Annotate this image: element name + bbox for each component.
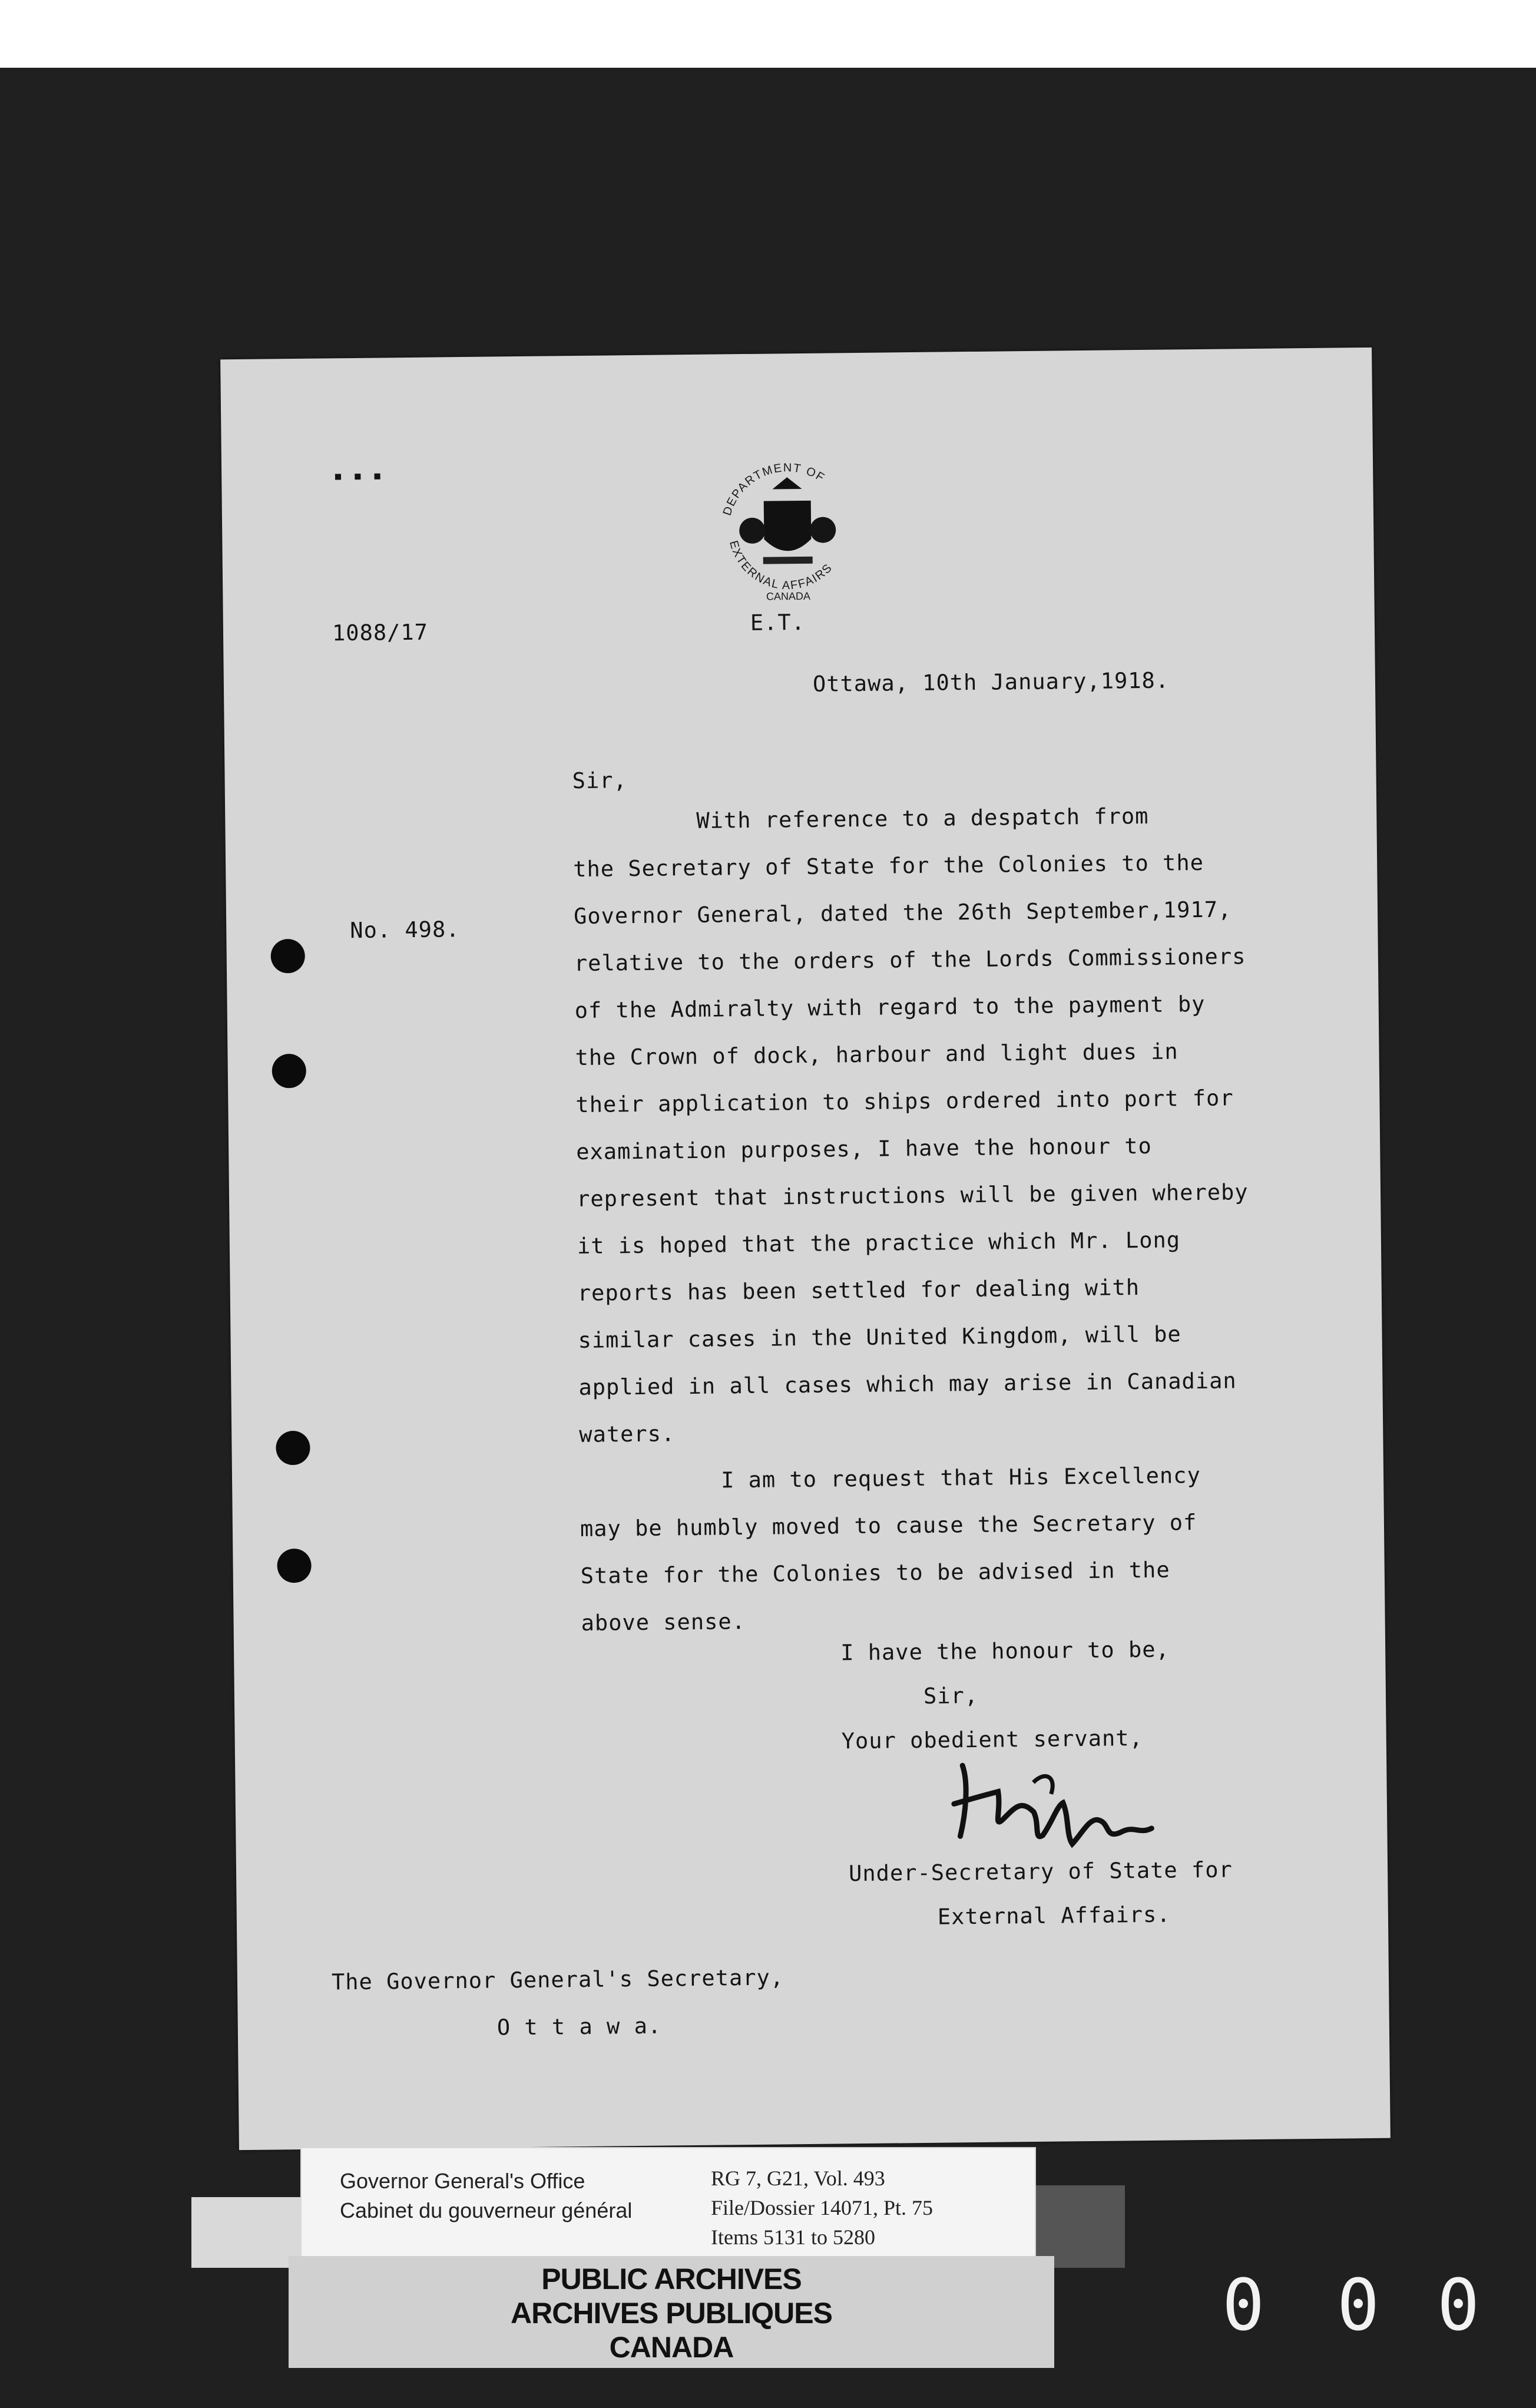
department-crest <box>704 441 871 620</box>
signatory-title: Under-Secretary of State for <box>848 1857 1233 1887</box>
punch-hole <box>270 939 305 974</box>
label-shadow <box>1031 2185 1125 2268</box>
closing-servant: Your obedient servant, <box>841 1725 1144 1754</box>
body-line: represent that instructions will be given whereby <box>576 1179 1249 1212</box>
body-line: With reference to a despatch from <box>696 803 1149 833</box>
body-line: it is hoped that the practice which Mr. Long <box>577 1227 1181 1259</box>
body-line: above sense. <box>581 1609 746 1636</box>
crest-top-text: DEPARTMENT OF <box>720 461 827 517</box>
salutation: Sir, <box>572 768 627 794</box>
stamp-line-english: PUBLIC ARCHIVES <box>541 2263 802 2295</box>
addressee-city: O t t a w a. <box>496 2013 662 2040</box>
frame-counter-digit: 0 <box>1337 2265 1380 2347</box>
file-reference: 1088/17 <box>332 619 429 646</box>
signatory-department: External Affairs. <box>937 1901 1171 1930</box>
crest-country: CANADA <box>766 590 811 603</box>
stamp-line-country: CANADA <box>609 2331 734 2364</box>
letter-page <box>220 348 1391 2150</box>
body-line: the Crown of dock, harbour and light dues in <box>575 1038 1179 1071</box>
body-line: their application to ships ordered into port for <box>575 1085 1234 1118</box>
body-line: the Secretary of State for the Colonies to the <box>573 849 1204 882</box>
scan-top-margin <box>0 0 1536 68</box>
office-french: Cabinet du gouverneur général <box>340 2198 633 2222</box>
writer-initials: E.T. <box>750 609 806 636</box>
body-line: relative to the orders of the Lords Commissioners <box>574 944 1246 977</box>
letter-date: Ottawa, 10th January,1918. <box>812 667 1170 697</box>
crest-bottom-text: EXTERNAL AFFAIRS <box>727 539 836 593</box>
office-english: Governor General's Office <box>340 2169 585 2193</box>
file-number: File/Dossier 14071, Pt. 75 <box>711 2196 933 2220</box>
closing-line: I have the honour to be, <box>840 1636 1170 1666</box>
archive-label <box>300 2147 1036 2264</box>
public-archives-stamp <box>289 2256 1054 2368</box>
item-range: Items 5131 to 5280 <box>711 2225 875 2249</box>
punch-hole <box>272 1054 306 1089</box>
frame-counter-digit: 0 <box>1437 2265 1480 2347</box>
despatch-number: No. 498. <box>350 917 460 944</box>
body-line: may be humbly moved to cause the Secretary of <box>580 1510 1197 1542</box>
margin-mark: ▪ ▪ ▪ <box>333 467 383 485</box>
body-line: examination purposes, I have the honour to <box>576 1133 1153 1165</box>
body-line: I am to request that His Excellency <box>720 1462 1201 1493</box>
body-line: waters. <box>579 1421 676 1448</box>
body-line: State for the Colonies to be advised in the <box>580 1557 1170 1589</box>
body-line: reports has been settled for dealing with <box>577 1275 1140 1306</box>
punch-hole <box>277 1549 312 1583</box>
stamp-line-french: ARCHIVES PUBLIQUES <box>511 2297 832 2330</box>
closing-sir: Sir, <box>923 1682 979 1709</box>
frame-counter-digit: 0 <box>1222 2265 1265 2347</box>
body-line: of the Admiralty with regard to the payment by <box>574 991 1206 1024</box>
body-line: similar cases in the United Kingdom, will be <box>578 1321 1181 1354</box>
body-line: applied in all cases which may arise in Canadian <box>578 1368 1237 1401</box>
body-line: Governor General, dated the 26th September,1917, <box>573 897 1232 930</box>
record-group: RG 7, G21, Vol. 493 <box>711 2166 885 2190</box>
handwritten-signature <box>945 1746 1158 1866</box>
addressee-title: The Governor General's Secretary, <box>331 1964 784 1995</box>
punch-hole <box>276 1431 310 1466</box>
